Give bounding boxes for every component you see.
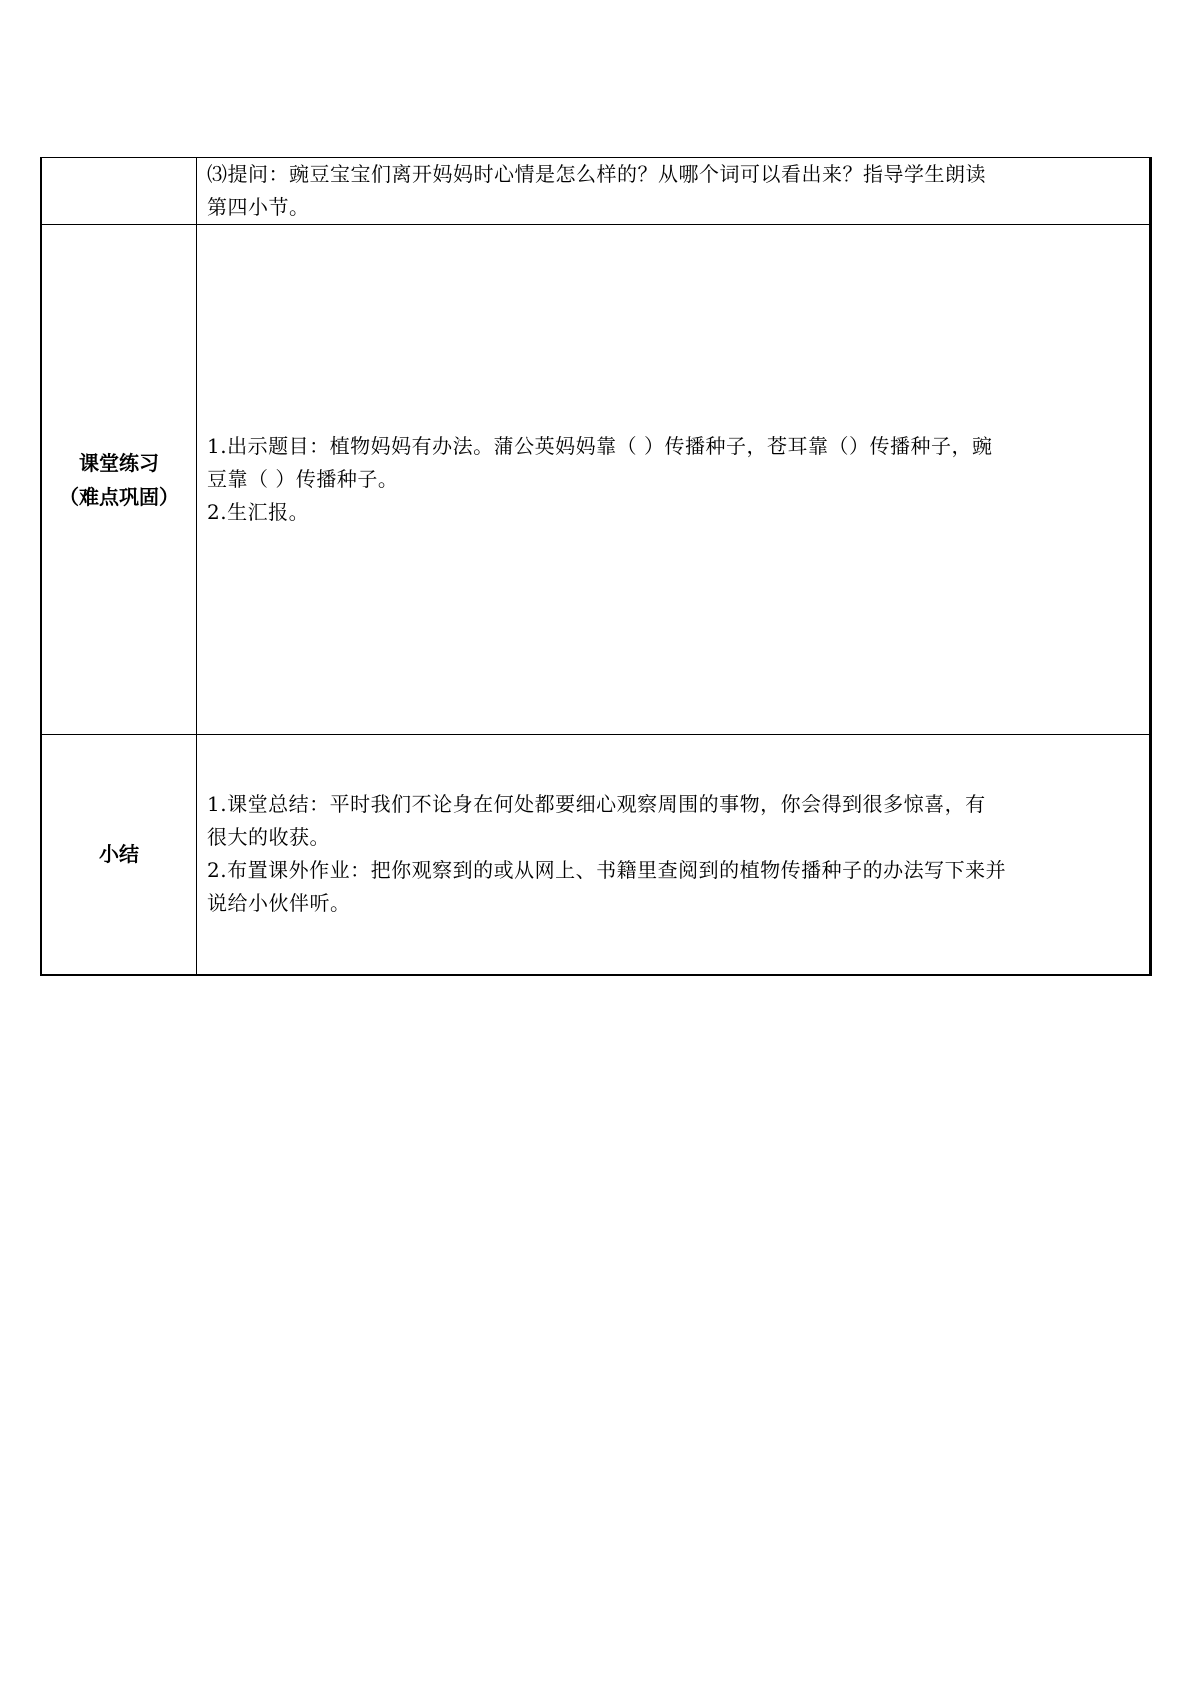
lesson-plan-table <box>40 157 1152 976</box>
content-line: 1.课堂总结：平时我们不论身在何处都要细心观察周围的事物，你会得到很多惊喜，有 <box>207 792 986 817</box>
table-row <box>41 225 1151 735</box>
row-label: 小结 <box>99 842 139 867</box>
content-line: 第四小节。 <box>207 195 310 219</box>
content-line: 2.生汇报。 <box>207 500 310 524</box>
row-content-cell <box>197 225 1151 735</box>
row-content-cell <box>197 158 1151 225</box>
row-label-cell <box>41 735 197 975</box>
content-line: 说给小伙伴听。 <box>207 891 351 916</box>
content-line: 很大的收获。 <box>207 825 330 850</box>
row-content-cell <box>197 735 1151 975</box>
content-line: ⑶提问：豌豆宝宝们离开妈妈时心情是怎么样的？从哪个词可以看出来？指导学生朗读 <box>207 162 986 186</box>
table-row <box>41 158 1151 225</box>
content-line: 豆靠（ ）传播种子。 <box>207 467 399 491</box>
row-label-sub: （难点巩固） <box>59 484 179 509</box>
content-line: 1.出示题目：植物妈妈有办法。蒲公英妈妈靠（ ）传播种子，苍耳靠（）传播种子，豌 <box>207 434 993 458</box>
row-label: 课堂练习 <box>79 450 159 475</box>
row-label-cell <box>41 158 197 225</box>
row-label-cell <box>41 225 197 735</box>
content-line: 2.布置课外作业：把你观察到的或从网上、书籍里查阅到的植物传播种子的办法写下来并 <box>207 858 1007 883</box>
table-row <box>41 735 1151 975</box>
